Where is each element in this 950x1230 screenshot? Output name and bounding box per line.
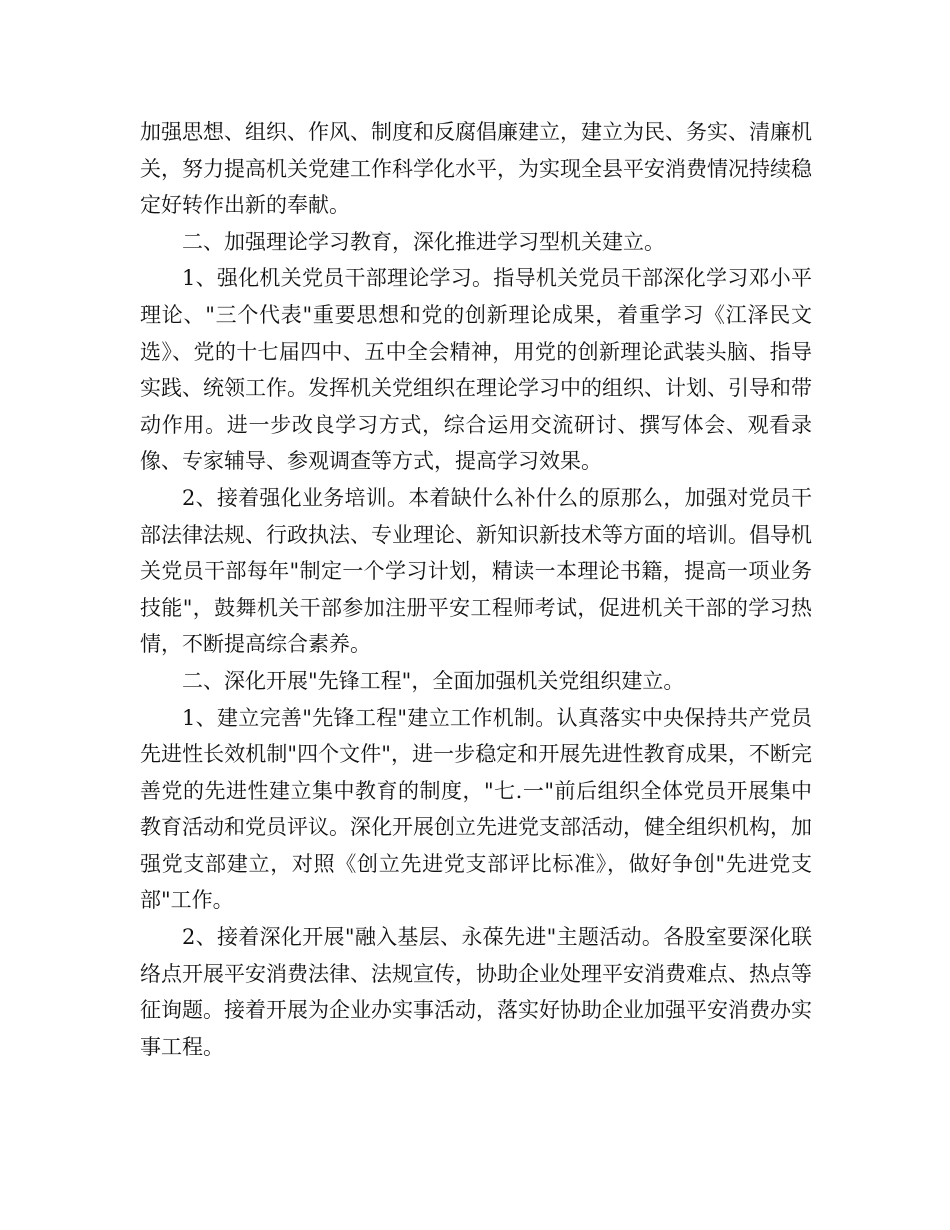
paragraph-theory-study: 1、强化机关党员干部理论学习。指导机关党员干部深化学习邓小平理论、"三个代表"重要思想和党的创新理论成果，着重学习《江泽民文选》、党的十七届四中、五中全会精神，用党的创新理论武装头脑、指导实践、统领工作。发挥机关党组织在理论学习中的组织、计划、引导和带动作用。进一步改良学习方式，综合运用交流研讨、撰写体会、观看录像、专家辅导、参观调查等方式，提高学习效果。: [140, 266, 812, 474]
paragraph-1: 加强思想、组织、作风、制度和反腐倡廉建立，建立为民、务实、清廉机关，努力提高机关党建工作科学化水平，为实现全县平安消费情况持续稳定好转作出新的奉献。: [140, 120, 812, 218]
document-body: [140, 114, 812, 1065]
paragraph-pioneer-mechanism: 1、建立完善"先锋工程"建立工作机制。认真落实中央保持共产党员先进性长效机制"四个文件"，进一步稳定和开展先进性教育成果，不断完善党的先进性建立集中教育的制度，"七.一"前后组织全体党员开展集中教育活动和党员评议。深化开展创立先进党支部活动，健全组织机构，加强党支部建立，对照《创立先进党支部评比标准》，做好争创"先进党支部"工作。: [140, 705, 812, 913]
paragraph-business-training: 2、接着强化业务培训。本着缺什么补什么的原那么，加强对党员干部法律法规、行政执法、专业理论、新知识新技术等方面的培训。倡导机关党员干部每年"制定一个学习计划，精读一本理论书籍，提高一项业务技能"，鼓舞机关干部参加注册平安工程师考试，促进机关干部的学习热情，不断提高综合素养。: [140, 485, 812, 657]
section-heading-pioneer-project: 二、深化开展"先锋工程"，全面加强机关党组织建立。: [182, 668, 685, 693]
paragraph-grassroots-activity: 2、接着深化开展"融入基层、永葆先进"主题活动。各股室要深化联络点开展平安消费法律、法规宣传，协助企业处理平安消费难点、热点等征询题。接着开展为企业办实事活动，落实好协助企业加强平安消费办实事工程。: [140, 925, 812, 1059]
section-heading-theory-study: 二、加强理论学习教育，深化推进学习型机关建立。: [182, 229, 665, 254]
